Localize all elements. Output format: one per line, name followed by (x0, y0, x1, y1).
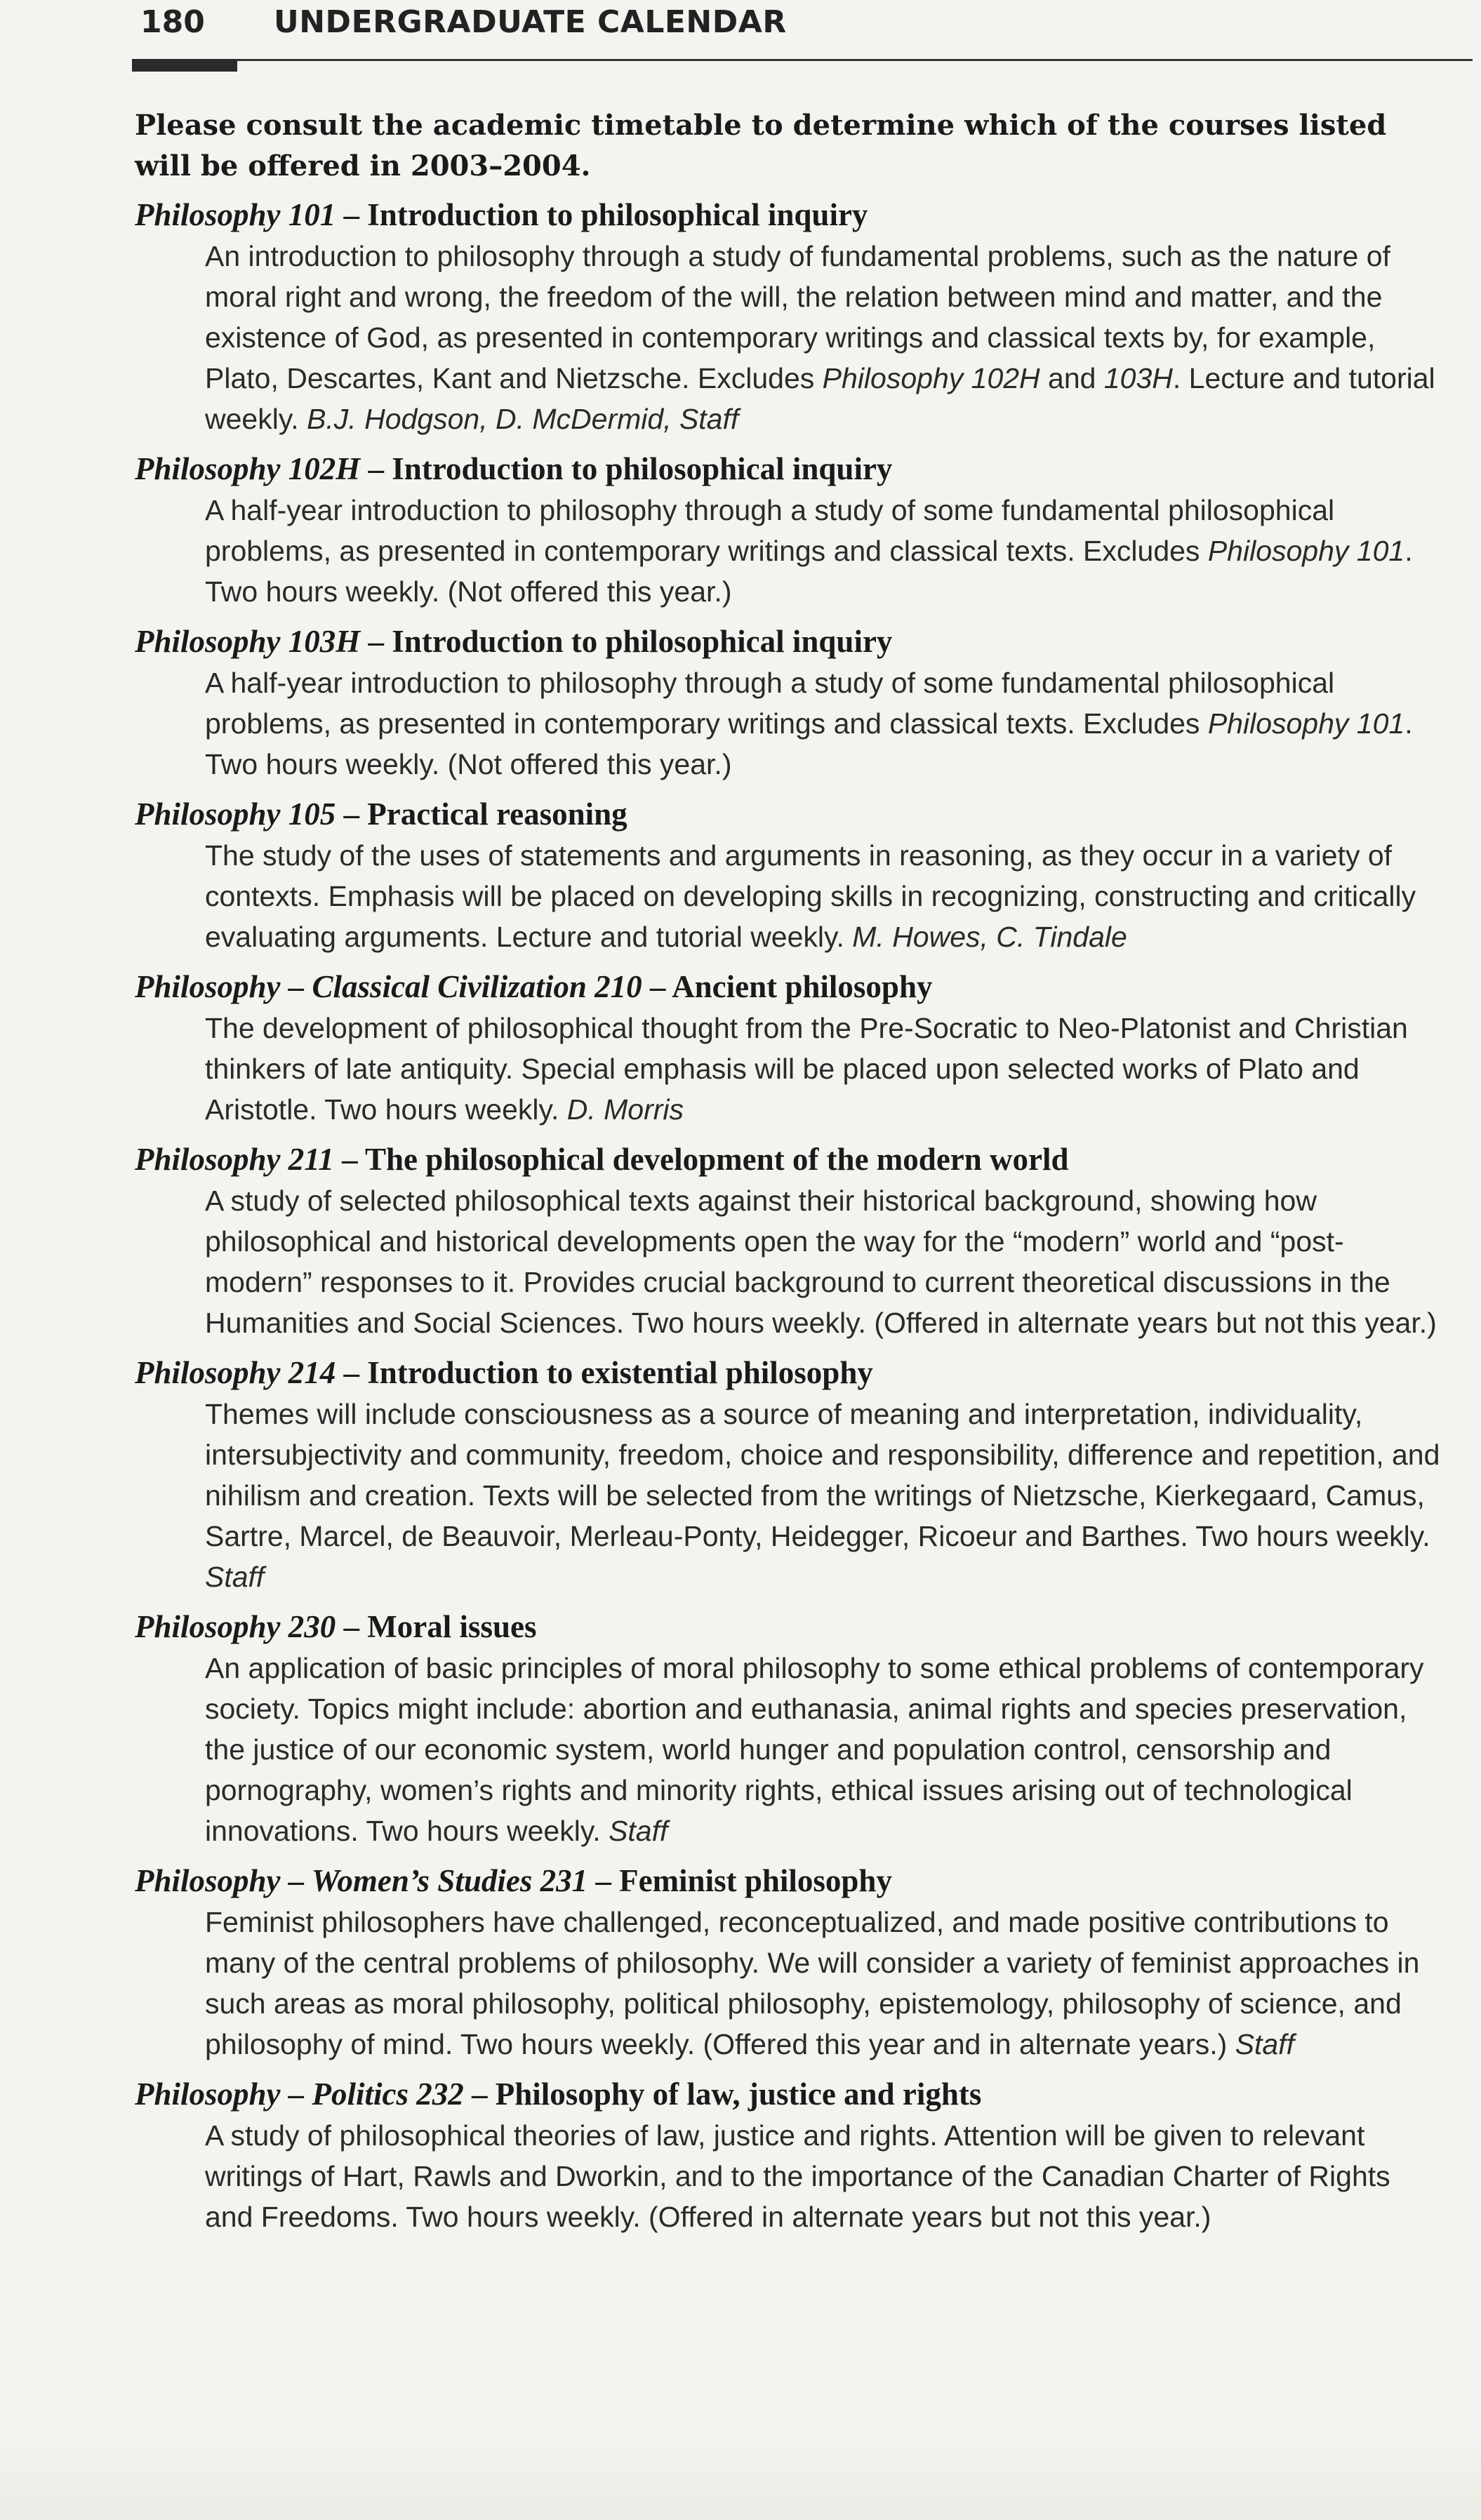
excluded-course: Philosophy 101 (1207, 535, 1405, 567)
course-title: Introduction to philosophical inquiry (392, 451, 893, 486)
course-code: Philosophy 214 (135, 1355, 336, 1390)
course-title: Philosophy of law, justice and rights (495, 2076, 982, 2112)
description-text: The development of philosophical thought from the Pre-Socratic to Neo-Platonist and Christian thinkers of late antiquity. Special emphasis will be placed upon selected works of Plato and Aristotle. Two hours weekly. (205, 1012, 1408, 1126)
course-heading (135, 620, 1440, 662)
course-title: Introduction to philosophical inquiry (367, 197, 868, 232)
description-text: A half-year introduction to philosophy through a study of some fundamental philosophical problems, as presented in contemporary writings and classical texts. Excludes (205, 494, 1335, 567)
excluded-course: Philosophy 102H (822, 362, 1040, 394)
heading-dash: – (368, 624, 392, 659)
instructors: Staff (205, 1561, 265, 1593)
page-bottom-margin (0, 2435, 1481, 2520)
description-text: A study of philosophical theories of law, justice and rights. Attention will be given to relevant writings of Hart, Rawls and Dworkin, and to the importance of the Canadian Charter of Rights and Freedoms. Two hours weekly. (Offered in alternate years but not this year.) (205, 2119, 1390, 2233)
course-listing (135, 105, 1440, 2246)
course-entry (135, 1138, 1440, 1343)
heading-dash: – (342, 1142, 365, 1177)
course-description (205, 1902, 1440, 2065)
heading-dash: – (343, 1355, 368, 1390)
course-code: Philosophy – Classical Civilization 210 (135, 969, 642, 1004)
course-description (205, 236, 1440, 439)
course-heading (135, 793, 1440, 835)
course-heading (135, 1606, 1440, 1648)
course-entry (135, 1860, 1440, 2065)
course-description (205, 2115, 1440, 2237)
course-entry (135, 793, 1440, 957)
course-description (205, 1394, 1440, 1597)
heading-dash: – (472, 2076, 496, 2112)
course-description (205, 1008, 1440, 1130)
course-heading (135, 2073, 1440, 2115)
course-entry (135, 1352, 1440, 1597)
course-code: Philosophy 105 (135, 796, 336, 832)
course-code: Philosophy – Politics 232 (135, 2076, 464, 2112)
course-title: Introduction to existential philosophy (367, 1355, 873, 1390)
heading-dash: – (649, 969, 672, 1004)
course-title: Moral issues (367, 1609, 537, 1644)
instructors: Staff (609, 1815, 668, 1847)
instructors: Staff (1235, 2028, 1294, 2060)
excluded-course: 103H (1103, 362, 1173, 394)
description-text: Themes will include consciousness as a source of meaning and interpretation, individuality, intersubjectivity and community, freedom, choice and responsibility, difference and repetition, and nihilism and creation. Texts will be selected from the writings of Nietzsche, Kierkegaard, Camus, Sartre, Marcel, de Beauvoir, Merleau-Ponty, Heidegger, Ricoeur and Barthes. Two hours weekly. (205, 1398, 1440, 1552)
instructors: B.J. Hodgson, D. McDermid, Staff (307, 403, 739, 435)
page-number: 180 (140, 4, 205, 40)
course-code: Philosophy 101 (135, 197, 336, 232)
header-rule-thick (132, 59, 237, 72)
heading-dash: – (595, 1863, 620, 1898)
excluded-course: Philosophy 101 (1207, 707, 1405, 740)
intro-note: Please consult the academic timetable to determine which of the courses listed will be offered in 2003–2004. (135, 109, 1387, 182)
course-title: Practical reasoning (367, 796, 627, 832)
course-heading (135, 966, 1440, 1008)
heading-dash: – (343, 1609, 368, 1644)
course-heading (135, 1860, 1440, 1902)
description-text: The study of the uses of statements and arguments in reasoning, as they occur in a variety of contexts. Emphasis will be placed on developing skills in recognizing, constructing and critically evaluating arguments. Lecture and tutorial weekly. (205, 839, 1416, 953)
course-description (205, 490, 1440, 612)
course-title: Ancient philosophy (672, 969, 933, 1004)
description-text: An introduction to philosophy through a study of fundamental problems, such as the nature of moral right and wrong, the freedom of the will, the relation between mind and matter, and the existence of God, as presented in contemporary writings and classical texts by, for example, Plato, Descartes, Kant and Nietzsche. Excludes (205, 240, 1390, 394)
course-heading (135, 448, 1440, 490)
heading-dash: – (343, 197, 368, 232)
course-entry (135, 194, 1440, 439)
description-text: A half-year introduction to philosophy through a study of some fundamental philosophical problems, as presented in contemporary writings and classical texts. Excludes (205, 667, 1335, 740)
course-code: Philosophy 211 (135, 1142, 334, 1177)
instructors: D. Morris (566, 1093, 684, 1126)
course-description (205, 1180, 1440, 1343)
page-header (140, 4, 1460, 60)
header-rule (237, 59, 1473, 61)
course-entry (135, 966, 1440, 1130)
course-code: Philosophy – Women’s Studies 231 (135, 1863, 588, 1898)
course-entry (135, 620, 1440, 785)
description-text: . Lecture and tutorial weekly. (205, 362, 1435, 435)
running-head: UNDERGRADUATE CALENDAR (274, 4, 787, 40)
instructors: M. Howes, C. Tindale (852, 921, 1127, 953)
course-code: Philosophy 230 (135, 1609, 336, 1644)
description-text: . Two hours weekly. (Not offered this year.) (205, 535, 1413, 608)
course-heading (135, 1138, 1440, 1180)
course-entry (135, 448, 1440, 612)
course-description (205, 662, 1440, 785)
course-description (205, 1648, 1440, 1851)
description-text: Feminist philosophers have challenged, reconceptualized, and made positive contributions to many of the central problems of philosophy. We will consider a variety of feminist approaches in such areas as moral philosophy, political philosophy, epistemology, philosophy of science, and philosophy of mind. Two hours weekly. (Offered this year and in alternate years.) (205, 1906, 1420, 2060)
course-title: The philosophical development of the modern world (365, 1142, 1069, 1177)
course-heading (135, 1352, 1440, 1394)
course-description (205, 835, 1440, 957)
course-code: Philosophy 102H (135, 451, 361, 486)
description-text: An application of basic principles of moral philosophy to some ethical problems of contemporary society. Topics might include: abortion and euthanasia, animal rights and species preservation, the justice of our economic system, world hunger and population control, censorship and pornography, women’s rights and minority rights, ethical issues arising out of technological innovations. Two hours weekly. (205, 1652, 1424, 1847)
description-text: A study of selected philosophical texts against their historical background, showing how philosophical and historical developments open the way for the “modern” world and “post-modern” responses to it. Provides crucial background to current theoretical discussions in the Humanities and Social Sciences. Two hours weekly. (Offered in alternate years but not this year.) (205, 1185, 1437, 1339)
heading-dash: – (368, 451, 392, 486)
course-title: Introduction to philosophical inquiry (392, 624, 893, 659)
description-text: and (1040, 362, 1104, 394)
course-heading (135, 194, 1440, 236)
course-code: Philosophy 103H (135, 624, 361, 659)
course-entry (135, 2073, 1440, 2237)
heading-dash: – (343, 796, 368, 832)
course-entry (135, 1606, 1440, 1851)
course-title: Feminist philosophy (619, 1863, 892, 1898)
description-text: . Two hours weekly. (Not offered this year.) (205, 707, 1413, 780)
